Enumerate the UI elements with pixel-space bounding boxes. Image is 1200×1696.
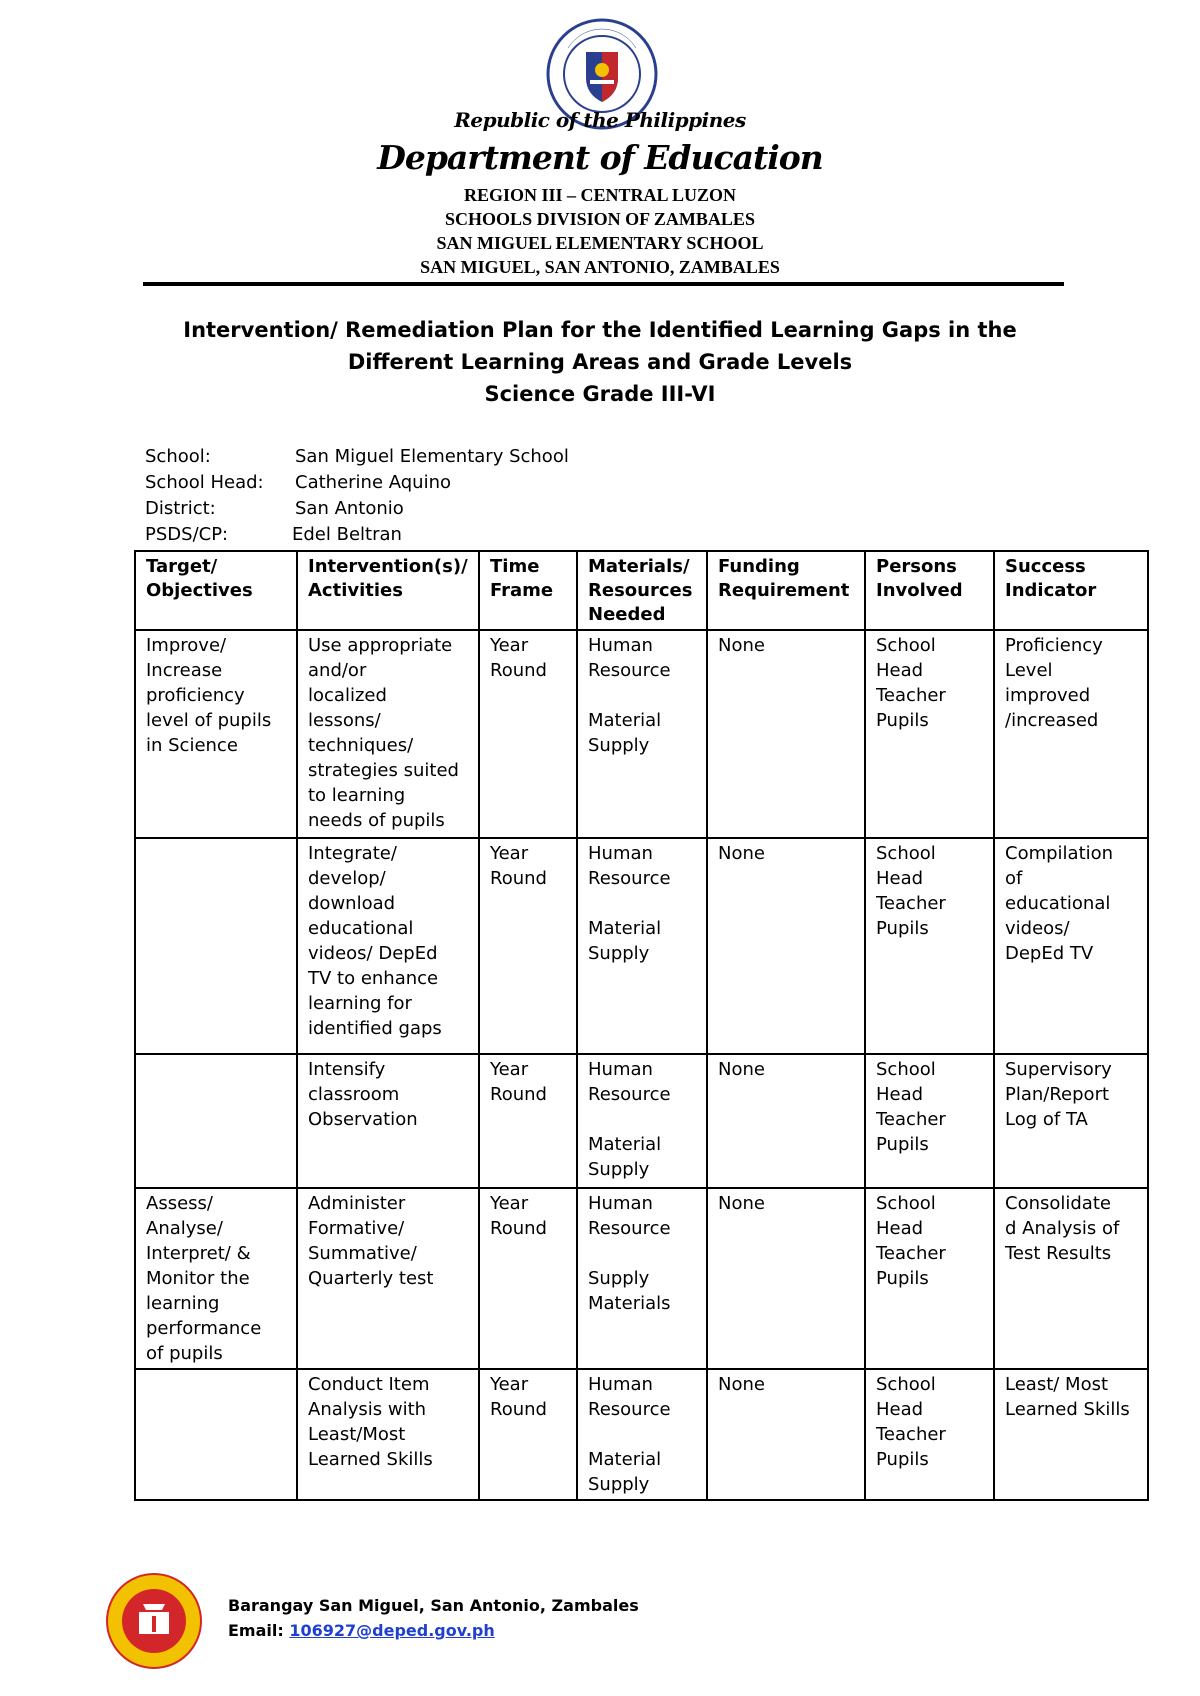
cell-time-frame: Year Round xyxy=(479,838,577,1054)
cell-time-frame: Year Round xyxy=(479,1054,577,1188)
info-school xyxy=(145,446,569,467)
info-head-label: School Head: xyxy=(145,472,264,493)
school-logo xyxy=(105,1572,203,1670)
school-heading: SAN MIGUEL ELEMENTARY SCHOOL xyxy=(436,233,764,253)
cell-intervention: Intensify classroom Observation xyxy=(297,1054,479,1188)
intervention-plan-table xyxy=(134,550,1149,1501)
info-district xyxy=(145,498,404,519)
cell-persons: School Head Teacher Pupils xyxy=(865,838,994,1054)
cell-materials: Human Resource Supply Materials xyxy=(577,1188,707,1369)
cell-success: Compilation of educational videos/ DepEd TV xyxy=(994,838,1148,1054)
header-time-frame: Time Frame xyxy=(479,551,577,630)
cell-time-frame: Year Round xyxy=(479,1188,577,1369)
header-success: Success Indicator xyxy=(994,551,1148,630)
table-row xyxy=(135,1054,1148,1188)
cell-funding: None xyxy=(707,1054,865,1188)
cell-target: Improve/ Increase proficiency level of pupils in Science xyxy=(135,630,297,838)
cell-funding: None xyxy=(707,838,865,1054)
info-district-label: District: xyxy=(145,498,216,519)
info-district-value: San Antonio xyxy=(295,498,404,519)
division-heading: SCHOOLS DIVISION OF ZAMBALES xyxy=(445,209,755,229)
cell-intervention: Use appropriate and/or localized lessons/ techniques/ strategies suited to learning needs of pupils xyxy=(297,630,479,838)
plan-title-line3: Science Grade III-VI xyxy=(484,382,716,406)
info-psds xyxy=(145,524,402,545)
table-row xyxy=(135,838,1148,1054)
footer-address: Barangay San Miguel, San Antonio, Zambales xyxy=(228,1596,639,1615)
cell-materials: Human Resource Material Supply xyxy=(577,1369,707,1500)
header-target: Target/ Objectives xyxy=(135,551,297,630)
cell-success: Consolidate d Analysis of Test Results xyxy=(994,1188,1148,1369)
info-head xyxy=(145,472,451,493)
header-materials: Materials/ Resources Needed xyxy=(577,551,707,630)
address-heading: SAN MIGUEL, SAN ANTONIO, ZAMBALES xyxy=(420,257,780,277)
republic-heading: Republic of the Philippines xyxy=(454,108,746,132)
cell-intervention: Conduct Item Analysis with Least/Most Learned Skills xyxy=(297,1369,479,1500)
region-heading: REGION III – CENTRAL LUZON xyxy=(463,185,737,205)
cell-target xyxy=(135,1054,297,1188)
info-psds-value: Edel Beltran xyxy=(292,524,402,545)
cell-intervention: Integrate/ develop/ download educational videos/ DepEd TV to enhance learning for identified gaps xyxy=(297,838,479,1054)
header-funding: Funding Requirement xyxy=(707,551,865,630)
cell-success: Supervisory Plan/Report Log of TA xyxy=(994,1054,1148,1188)
email-link[interactable]: 106927@deped.gov.ph xyxy=(289,1621,495,1640)
table-row xyxy=(135,630,1148,838)
cell-materials: Human Resource Material Supply xyxy=(577,838,707,1054)
info-school-value: San Miguel Elementary School xyxy=(295,446,569,467)
department-heading: Department of Education xyxy=(377,138,823,177)
table-header-row xyxy=(135,551,1148,630)
cell-funding: None xyxy=(707,630,865,838)
cell-materials: Human Resource Material Supply xyxy=(577,630,707,838)
footer-email xyxy=(228,1621,495,1640)
cell-target: Assess/ Analyse/ Interpret/ & Monitor the learning performance of pupils xyxy=(135,1188,297,1369)
cell-success: Least/ Most Learned Skills xyxy=(994,1369,1148,1500)
cell-success: Proficiency Level improved /increased xyxy=(994,630,1148,838)
cell-funding: None xyxy=(707,1369,865,1500)
plan-title-line1: Intervention/ Remediation Plan for the Identified Learning Gaps in the xyxy=(183,318,1017,342)
footer-email-label: Email: xyxy=(228,1621,290,1640)
info-school-label: School: xyxy=(145,446,211,467)
info-psds-label: PSDS/CP: xyxy=(145,524,229,545)
cell-persons: School Head Teacher Pupils xyxy=(865,630,994,838)
plan-title-line2: Different Learning Areas and Grade Levels xyxy=(347,350,853,374)
header-interventions: Intervention(s)/ Activities xyxy=(297,551,479,630)
cell-target xyxy=(135,1369,297,1500)
cell-persons: School Head Teacher Pupils xyxy=(865,1054,994,1188)
header-divider xyxy=(143,282,1064,286)
table-row xyxy=(135,1188,1148,1369)
table-row xyxy=(135,1369,1148,1500)
cell-intervention: Administer Formative/ Summative/ Quarterly test xyxy=(297,1188,479,1369)
cell-persons: School Head Teacher Pupils xyxy=(865,1188,994,1369)
info-head-value: Catherine Aquino xyxy=(295,472,451,493)
header-persons: Persons Involved xyxy=(865,551,994,630)
cell-target xyxy=(135,838,297,1054)
cell-time-frame: Year Round xyxy=(479,630,577,838)
cell-persons: School Head Teacher Pupils xyxy=(865,1369,994,1500)
cell-time-frame: Year Round xyxy=(479,1369,577,1500)
cell-materials: Human Resource Material Supply xyxy=(577,1054,707,1188)
cell-funding: None xyxy=(707,1188,865,1369)
